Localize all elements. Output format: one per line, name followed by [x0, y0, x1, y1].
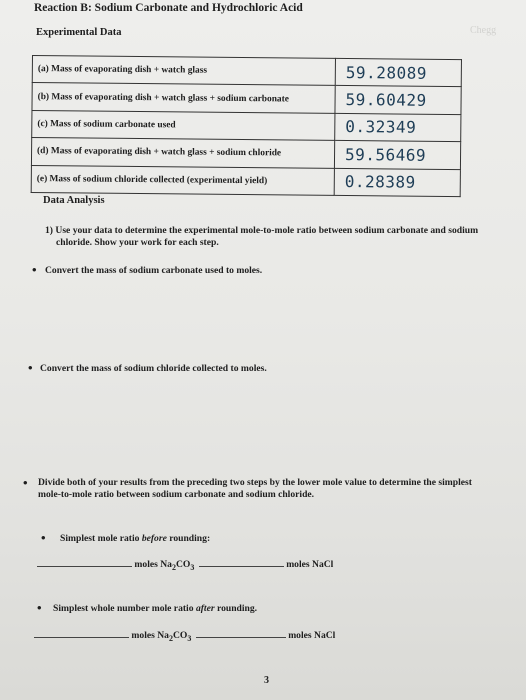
subscript: 3	[187, 633, 192, 643]
subscript: 2	[168, 633, 173, 643]
ratio-after-label-pre: Simplest whole number mole ratio	[53, 603, 196, 614]
ratio-after-label	[53, 603, 257, 614]
row-value-handwritten: 0.32349	[335, 113, 461, 142]
ratio-after-answer-row	[34, 630, 335, 643]
row-label: (e) Mass of sodium chloride collected (experimental yield)	[31, 165, 334, 195]
bullet-icon: •	[37, 600, 42, 615]
bullet-divide-results	[38, 477, 472, 501]
table-row	[31, 165, 460, 197]
row-label: (d) Mass of evaporating dish + watch glass + sodium chloride	[31, 138, 334, 168]
subscript: 3	[190, 562, 195, 572]
subscript: 2	[171, 562, 176, 572]
bullet-icon: •	[28, 360, 33, 375]
answer-blank[interactable]	[199, 565, 284, 567]
moles-nacl-label: moles NaCl	[286, 559, 334, 570]
bullet-icon: •	[41, 530, 46, 545]
experimental-data-table	[31, 55, 462, 197]
ratio-after-label-emphasis: after	[195, 603, 215, 614]
watermark: Chegg	[470, 25, 497, 36]
bullet-icon: •	[32, 262, 37, 277]
row-value-handwritten: 0.28389	[334, 168, 460, 197]
moles-na2co3-label	[131, 630, 191, 641]
carbonate-text: CO	[172, 630, 188, 641]
bullet-convert-sodium-chloride: Convert the mass of sodium chloride collected to moles.	[40, 363, 267, 374]
ratio-after-label-post: rounding.	[214, 603, 258, 614]
bullet-convert-sodium-carbonate: Convert the mass of sodium carbonate used to moles.	[45, 265, 263, 276]
page-number: 3	[264, 675, 269, 686]
row-value-handwritten: 59.28089	[335, 58, 461, 87]
ratio-before-label	[60, 533, 210, 544]
ratio-before-label-post: rounding:	[166, 533, 211, 544]
question-1-line-2: chloride. Show your work for each step.	[56, 237, 219, 248]
moles-na2co3-text: moles Na	[131, 630, 169, 641]
moles-nacl-label: moles NaCl	[288, 630, 336, 641]
carbonate-text: CO	[175, 559, 191, 570]
moles-na2co3-label	[134, 559, 194, 570]
table-row	[32, 83, 461, 115]
question-1-line-1: 1) Use your data to determine the experimental mole-to-mole ratio between sodium carbonate and sodium	[45, 225, 479, 236]
table-row	[32, 56, 461, 88]
bullet-icon: •	[23, 475, 28, 490]
section-heading-experimental-data: Experimental Data	[36, 27, 122, 38]
table-row	[31, 138, 460, 170]
row-label: (b) Mass of evaporating dish + watch glass + sodium carbonate	[32, 83, 335, 113]
answer-blank[interactable]	[34, 636, 129, 638]
ratio-before-label-pre: Simplest mole ratio	[60, 533, 142, 544]
page-title: Reaction B: Sodium Carbonate and Hydrochloric Acid	[34, 2, 303, 14]
answer-blank[interactable]	[37, 565, 132, 567]
row-value-handwritten: 59.60429	[335, 86, 461, 115]
table-row	[32, 110, 461, 142]
answer-blank[interactable]	[196, 636, 286, 638]
bullet-divide-line-2: mole-to-mole ratio between sodium carbonate and sodium chloride.	[38, 489, 315, 500]
moles-na2co3-text: moles Na	[134, 559, 172, 570]
ratio-before-answer-row	[37, 559, 333, 572]
section-heading-data-analysis: Data Analysis	[43, 195, 105, 206]
row-value-handwritten: 59.56469	[334, 141, 460, 170]
bullet-divide-line-1: Divide both of your results from the preceding two steps by the lower mole value to determine the simplest	[38, 477, 472, 488]
question-1	[45, 225, 478, 249]
row-label: (c) Mass of sodium carbonate used	[32, 110, 335, 140]
ratio-before-label-emphasis: before	[141, 533, 167, 544]
row-label: (a) Mass of evaporating dish + watch glass	[32, 56, 335, 86]
